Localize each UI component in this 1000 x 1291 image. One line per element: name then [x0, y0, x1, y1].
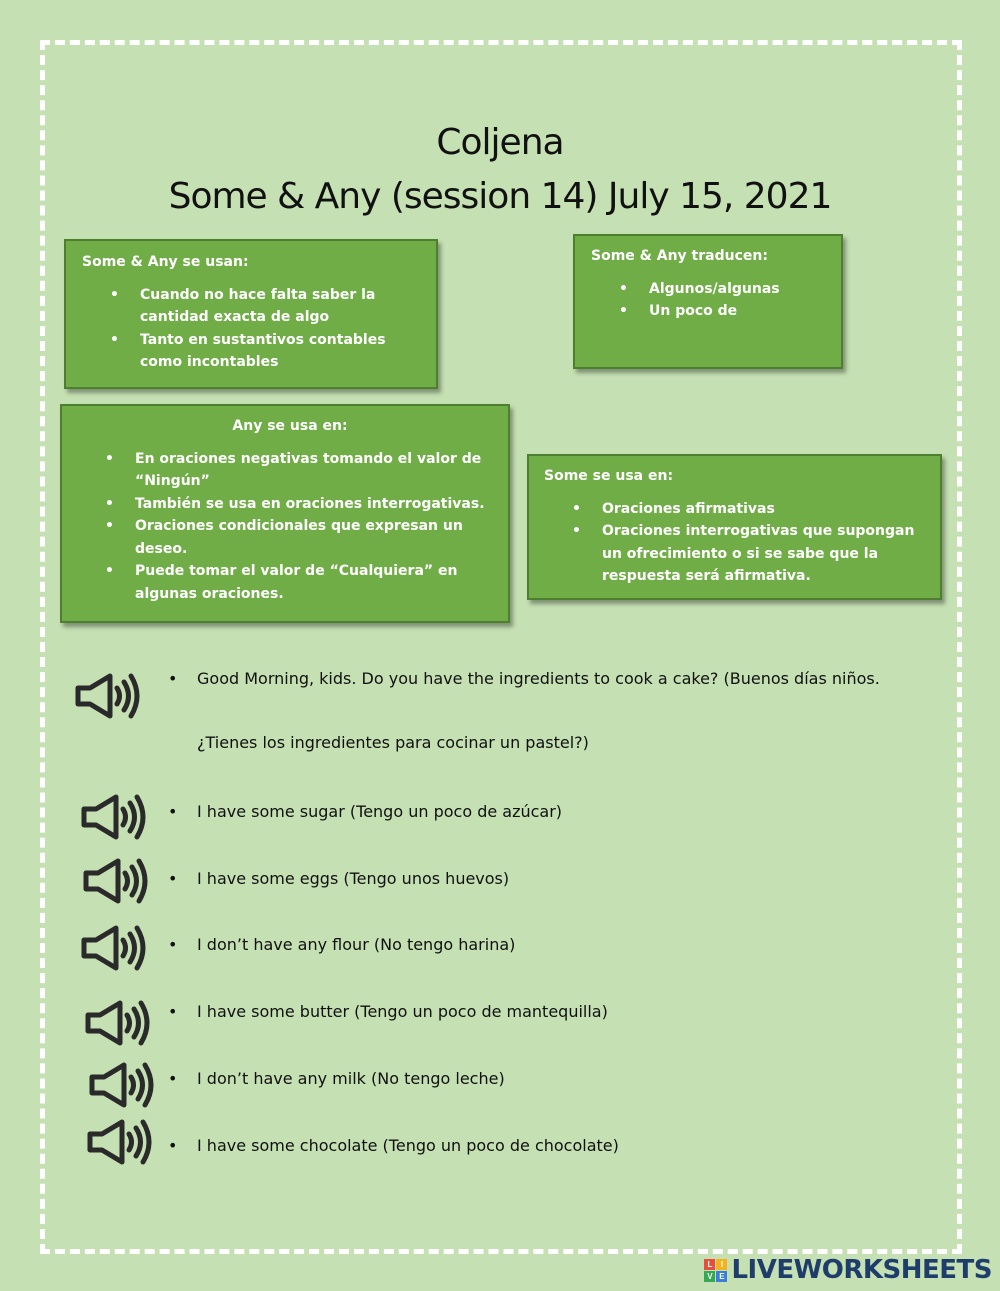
info-box-list — [62, 448, 498, 606]
info-box-any-usage — [60, 404, 510, 623]
list-bullet: • — [168, 802, 178, 821]
audio-list-item — [0, 665, 1000, 725]
audio-list-item — [0, 1065, 1000, 1125]
speaker-icon[interactable] — [82, 856, 152, 906]
logo-mark-icon — [704, 1259, 727, 1282]
page-subtitle: Some & Any (session 14) July 15, 2021 — [168, 176, 832, 217]
list-item: • Oraciones interrogativas que supongan un ofrecimiento o si se sabe que la respuesta será afirmativa. — [602, 520, 930, 588]
audio-item-text: I have some sugar (Tengo un poco de azúcar) — [197, 802, 563, 821]
list-item: • Cuando no hace falta saber la cantidad exacta de algo — [140, 284, 426, 329]
audio-item-text: I have some butter (Tengo un poco de mantequilla) — [197, 1002, 608, 1021]
speaker-icon[interactable] — [80, 792, 150, 842]
info-box-heading: Some se usa en: — [544, 468, 674, 484]
speaker-icon[interactable] — [80, 923, 150, 973]
speaker-icon[interactable] — [86, 1117, 156, 1167]
speaker-icon[interactable] — [84, 998, 154, 1048]
list-item: • Oraciones condicionales que expresan un deseo. — [135, 515, 498, 560]
info-box-heading: Some & Any traducen: — [591, 248, 768, 264]
list-bullet: • — [168, 669, 178, 688]
list-bullet: • — [168, 869, 178, 888]
list-item: • Un poco de — [649, 300, 831, 323]
audio-list-item — [0, 865, 1000, 925]
info-box-heading: Any se usa en: — [232, 418, 348, 434]
list-item: • Tanto en sustantivos contables como incontables — [140, 329, 426, 374]
list-item: • Algunos/algunas — [649, 278, 831, 301]
list-bullet: • — [168, 1002, 178, 1021]
list-bullet: • — [168, 1136, 178, 1155]
info-box-some-usage — [527, 454, 942, 600]
info-box-list — [591, 278, 831, 323]
audio-item-text: I don’t have any milk (No tengo leche) — [197, 1069, 505, 1088]
page-title: Coljena — [436, 122, 564, 163]
speaker-icon[interactable] — [88, 1060, 158, 1110]
logo-mark-letter: L — [704, 1259, 715, 1270]
logo-mark-letter: I — [716, 1259, 727, 1270]
logo-mark-letter: V — [704, 1271, 715, 1282]
audio-list-item — [0, 931, 1000, 991]
audio-list-item — [0, 798, 1000, 858]
audio-list-item — [0, 998, 1000, 1058]
logo-mark-letter: E — [716, 1271, 727, 1282]
list-bullet: • — [168, 935, 178, 954]
list-item: • Puede tomar el valor de “Cualquiera” en algunas oraciones. — [135, 560, 498, 605]
audio-item-text-continuation: ¿Tienes los ingredientes para cocinar un pastel?) — [197, 733, 589, 752]
info-box-some-any-usage — [64, 239, 438, 389]
list-item: • Oraciones afirmativas — [602, 498, 930, 521]
list-item: • También se usa en oraciones interrogativas. — [135, 493, 498, 516]
liveworksheets-logo[interactable] — [704, 1255, 992, 1285]
audio-list-item — [0, 1132, 1000, 1192]
info-box-list — [82, 284, 426, 374]
audio-item-text: Good Morning, kids. Do you have the ingredients to cook a cake? (Buenos días niños. — [197, 669, 880, 688]
audio-item-text: I have some chocolate (Tengo un poco de chocolate) — [197, 1136, 619, 1155]
logo-text: LIVEWORKSHEETS — [731, 1255, 992, 1285]
audio-item-text: I have some eggs (Tengo unos huevos) — [197, 869, 510, 888]
audio-item-text: I don’t have any flour (No tengo harina) — [197, 935, 516, 954]
list-bullet: • — [168, 1069, 178, 1088]
speaker-icon[interactable] — [74, 671, 144, 721]
info-box-heading: Some & Any se usan: — [82, 254, 249, 270]
list-item: • En oraciones negativas tomando el valor de “Ningún” — [135, 448, 498, 493]
info-box-some-any-translation — [573, 234, 843, 369]
info-box-list — [544, 498, 930, 588]
